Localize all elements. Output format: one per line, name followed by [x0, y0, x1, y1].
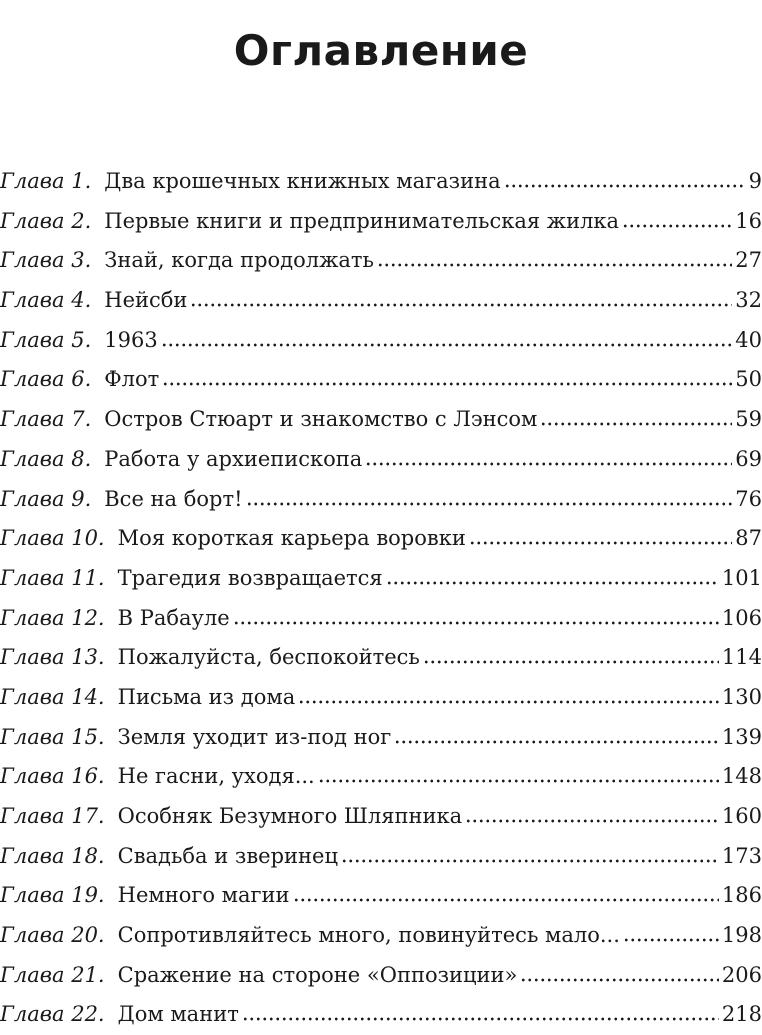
dot-leader: [190, 303, 732, 307]
toc-entry-8[interactable]: [0, 440, 762, 480]
page-number: 160: [721, 804, 762, 828]
dot-leader: [365, 462, 732, 466]
toc-entry-17[interactable]: [0, 797, 762, 837]
dot-leader: [540, 422, 732, 426]
chapter-label: Глава 10.: [0, 526, 105, 551]
page-number: 59: [735, 407, 762, 432]
page-number: 114: [721, 645, 762, 670]
chapter-title: Сражение на стороне «Оппозиции»: [117, 962, 518, 987]
page-number: 148: [721, 764, 762, 789]
page-number: 69: [735, 446, 762, 471]
page-number: 27: [735, 248, 762, 273]
chapter-label: Глава 8.: [0, 446, 92, 471]
toc-entry-15[interactable]: [0, 718, 762, 758]
chapter-label: Глава 21.: [0, 962, 105, 987]
chapter-label: Глава 5.: [0, 327, 92, 352]
dot-leader: [465, 819, 719, 823]
dot-leader: [341, 859, 719, 863]
dot-leader: [242, 1017, 719, 1021]
chapter-label: Глава 1.: [0, 169, 92, 193]
page-number: 76: [735, 486, 762, 511]
chapter-title: Остров Стюарт и знакомство с Лэнсом: [104, 407, 538, 432]
dot-leader: [293, 898, 719, 902]
dot-leader: [377, 263, 732, 267]
chapter-label: Глава 2.: [0, 208, 92, 233]
chapter-label: Глава 3.: [0, 248, 92, 273]
page-number: 130: [721, 684, 762, 709]
dot-leader: [233, 621, 719, 625]
dot-leader: [469, 541, 732, 545]
chapter-label: Глава 9.: [0, 486, 92, 511]
chapter-title: Первые книги и предпринимательская жилка: [104, 208, 620, 233]
toc-entry-4[interactable]: [0, 281, 762, 321]
page-number: 101: [721, 565, 762, 590]
table-of-contents: [0, 162, 762, 1035]
dot-leader: [623, 938, 719, 942]
page-number: 87: [735, 526, 762, 551]
toc-entry-2[interactable]: [0, 202, 762, 242]
dot-leader: [318, 779, 719, 783]
chapter-label: Глава 16.: [0, 764, 105, 789]
toc-entry-6[interactable]: [0, 360, 762, 400]
page-number: 106: [721, 605, 762, 630]
chapter-title: Знай, когда продолжать: [104, 248, 374, 273]
toc-entry-20[interactable]: [0, 916, 762, 956]
toc-entry-5[interactable]: [0, 321, 762, 361]
dot-leader: [161, 343, 733, 347]
dot-leader: [520, 978, 719, 982]
toc-entry-3[interactable]: [0, 241, 762, 281]
chapter-label: Глава 12.: [0, 605, 105, 630]
chapter-title: Пожалуйста, беспокойтесь: [117, 645, 420, 670]
chapter-title: Письма из дома: [117, 684, 296, 709]
chapter-label: Глава 20.: [0, 923, 105, 948]
toc-entry-11[interactable]: [0, 559, 762, 599]
dot-leader: [622, 224, 732, 228]
toc-entry-21[interactable]: [0, 956, 762, 996]
chapter-title: Работа у архиепископа: [104, 446, 363, 471]
chapter-label: Глава 19.: [0, 883, 105, 908]
toc-entry-13[interactable]: [0, 638, 762, 678]
chapter-label: Глава 6.: [0, 367, 92, 392]
toc-entry-14[interactable]: [0, 678, 762, 718]
chapter-label: Глава 14.: [0, 684, 105, 709]
chapter-title: Моя короткая карьера воровки: [117, 526, 466, 551]
chapter-label: Глава 15.: [0, 724, 105, 749]
page-number: 50: [735, 367, 762, 392]
page-number: 186: [721, 883, 762, 908]
chapter-title: В Рабауле: [117, 605, 230, 630]
chapter-label: Глава 7.: [0, 407, 92, 432]
toc-entry-22[interactable]: [0, 995, 762, 1035]
chapter-label: Глава 18.: [0, 843, 105, 868]
toc-entry-16[interactable]: [0, 757, 762, 797]
dot-leader: [423, 660, 719, 664]
chapter-title: Дом манит: [117, 1002, 239, 1027]
chapter-title: Нейсби: [104, 288, 188, 313]
chapter-label: Глава 22.: [0, 1002, 105, 1027]
chapter-title: Земля уходит из-под ног: [117, 724, 392, 749]
toc-entry-9[interactable]: [0, 480, 762, 520]
dot-leader: [298, 700, 719, 704]
page-title: Оглавление: [233, 26, 529, 76]
page-number: 198: [721, 923, 762, 948]
page-number: 40: [735, 327, 762, 352]
dot-leader: [162, 382, 732, 386]
toc-entry-12[interactable]: [0, 599, 762, 639]
chapter-title: 1963: [104, 327, 158, 352]
chapter-title: Сопротивляйтесь много, повинуйтесь мало...: [117, 923, 620, 948]
chapter-label: Глава 17.: [0, 804, 105, 828]
page-number: 206: [721, 962, 762, 987]
page-number: 16: [735, 208, 762, 233]
chapter-title: Не гасни, уходя...: [117, 764, 315, 789]
page-number: 9: [748, 169, 762, 193]
toc-entry-7[interactable]: [0, 400, 762, 440]
chapter-title: Два крошечных книжных магазина: [104, 169, 501, 193]
chapter-title: Все на борт!: [104, 486, 243, 511]
chapter-title: Флот: [104, 367, 160, 392]
page-number: 139: [721, 724, 762, 749]
toc-entry-1[interactable]: [0, 162, 762, 202]
toc-entry-18[interactable]: [0, 837, 762, 877]
chapter-label: Глава 11.: [0, 565, 105, 590]
toc-entry-19[interactable]: [0, 876, 762, 916]
dot-leader: [386, 581, 719, 585]
chapter-label: Глава 4.: [0, 288, 92, 313]
chapter-label: Глава 13.: [0, 645, 105, 670]
dot-leader: [246, 502, 733, 506]
chapter-title: Немного магии: [117, 883, 290, 908]
chapter-title: Трагедия возвращается: [117, 565, 383, 590]
page-number: 173: [721, 843, 762, 868]
page-number: 218: [721, 1002, 762, 1027]
chapter-title: Особняк Безумного Шляпника: [117, 804, 463, 828]
dot-leader: [504, 184, 746, 188]
dot-leader: [394, 740, 719, 744]
page-number: 32: [735, 288, 762, 313]
toc-entry-10[interactable]: [0, 519, 762, 559]
chapter-title: Свадьба и зверинец: [117, 843, 338, 868]
